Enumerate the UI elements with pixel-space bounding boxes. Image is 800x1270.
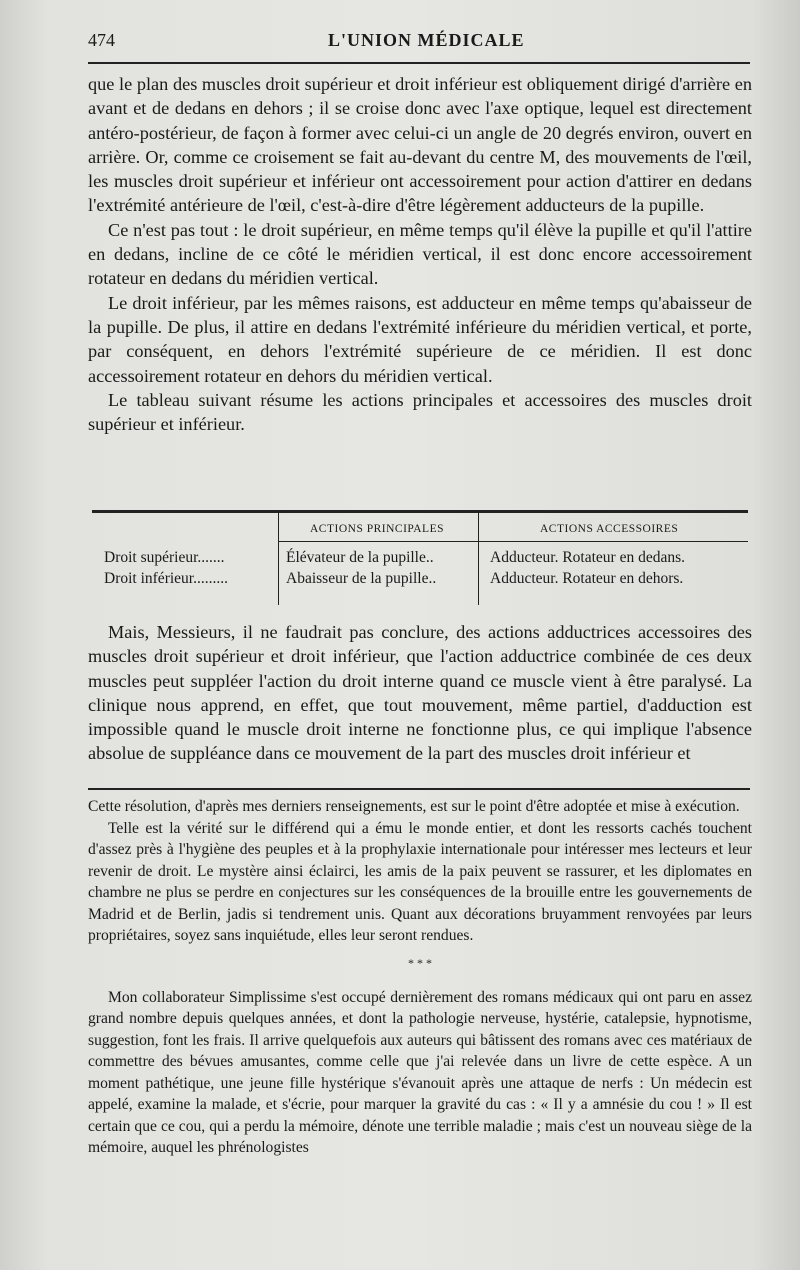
page-header (88, 26, 748, 56)
note-paragraph-1: Cette résolution, d'après mes derniers renseignements, est sur le point d'être adoptée et mise à exécution. (88, 798, 740, 815)
note-paragraph-3: Mon collaborateur Simplissime s'est occupé dernièrement des romans médicaux qui ont paru en assez grand nombre depuis quelques années, et dont la pathologie nerveuse, hystérie, catalepsie, hypnotisme, suggestion, font les frais. Il arrive quelquefois aux auteurs qui bâtissent des romans avec ces matériaux de commettre des bévues amusantes, comme celle que j'ai relevée dans un livre de cette espèce. A un moment pathétique, une jeune fille hystérique s'évanouit après une attaque de nerfs : Un médecin est appelé, examine la malade, et s'écrie, pour marquer la gravité du cas : « Il y a amnésie du cou ! » Il est certain que ce cou, qui a perdu la mémoire, dénote une terrible maladie ; mais c'est un nouveau siège de la mémoire, auquel les phrénologistes (88, 988, 752, 1156)
actions-table (92, 510, 752, 605)
notes-rule (88, 788, 750, 790)
table-divider (278, 513, 279, 605)
table-cell-accessory: Adducteur. Rotateur en dedans. (490, 549, 685, 566)
table-divider (478, 513, 479, 605)
feuilleton-notes (88, 796, 752, 1159)
header-rule (88, 62, 750, 64)
paragraph-3: Le droit inférieur, par les mêmes raisons, est adducteur en même temps qu'abaisseur de la pupille. De plus, il attire en dedans l'extrémité inférieure du méridien vertical, et porte, par conséquent, en dehors l'extrémité supérieure de ce méridien. Il est donc accessoirement rotateur en dehors du méridien vertical. (88, 292, 752, 386)
table-header-rule (278, 541, 748, 542)
column-header-principal: ACTIONS PRINCIPALES (310, 523, 445, 535)
paragraph-2: Ce n'est pas tout : le droit supérieur, en même temps qu'il élève la pupille et qu'il l'attire en dedans, incline de ce côté le méridien vertical, il est donc encore accessoirement rotateur en dedans du méridien vertical. (88, 219, 752, 289)
table-cell-muscle: Droit inférieur......... (104, 570, 228, 587)
paragraph-1: que le plan des muscles droit supérieur et droit inférieur est obliquement dirigé d'arrière en avant et de dedans en dehors ; il se croise donc avec l'axe optique, lequel est directement antéro-postérieur, de façon à former avec celui-ci un angle de 20 degrés environ, ouvert en arrière. Or, comme ce croisement se fait au-devant du centre M, des mouvements de l'œil, les muscles droit supérieur et inférieur ont accessoirement pour action d'attirer en dedans l'extrémité antérieure de l'œil, c'est-à-dire d'être légèrement adducteurs de la pupille. (88, 74, 752, 216)
note-paragraph-2: Telle est la vérité sur le différend qui a ému le monde entier, et dont les ressorts cachés touchent d'assez près à l'hygiène des peuples et à la prophylaxie internationale pour intéresser mes lecteurs et leur revenir de droit. Le mystère ainsi éclairci, les amis de la paix peuvent se rassurer, et les diplomates en chambre ne plus se perdre en conjectures sur les conséquences de la brouille entre les gouvernements de Madrid et de Berlin, jadis si tendrement unis. Quant aux décorations bruyamment renvoyées par leurs propriétaires, soyez sans inquiétude, elles leur seront rendues. (88, 819, 752, 944)
table-cell-accessory: Adducteur. Rotateur en dehors. (490, 570, 684, 587)
table-cell-muscle: Droit supérieur....... (104, 549, 225, 566)
table-cell-principal: Abaisseur de la pupille.. (286, 570, 437, 587)
page-number: 474 (88, 30, 115, 50)
running-title: L'UNION MÉDICALE (328, 30, 525, 50)
paragraph-4: Le tableau suivant résume les actions principales et accessoires des muscles droit supérieur et inférieur. (88, 389, 752, 435)
section-separator-stars: * * * (408, 955, 432, 970)
main-text (88, 72, 752, 436)
table-cell-principal: Élévateur de la pupille.. (286, 549, 434, 566)
main-text-continued (88, 620, 752, 766)
column-header-accessory: ACTIONS ACCESSOIRES (540, 523, 679, 535)
paragraph-5: Mais, Messieurs, il ne faudrait pas conclure, des actions adductrices accessoires des muscles droit supérieur et droit inférieur, que l'action adductrice combinée de ces deux muscles peut suppléer l'action du droit interne quand ce muscle vient à être paralysé. La clinique nous apprend, en effet, que tout mouvement, même partiel, d'adduction est impossible quand le muscle droit interne ne fonctionne plus, ce qui implique l'absence absolue de suppléance dans ce mouvement de la part des muscles droit inférieur et (88, 622, 752, 764)
